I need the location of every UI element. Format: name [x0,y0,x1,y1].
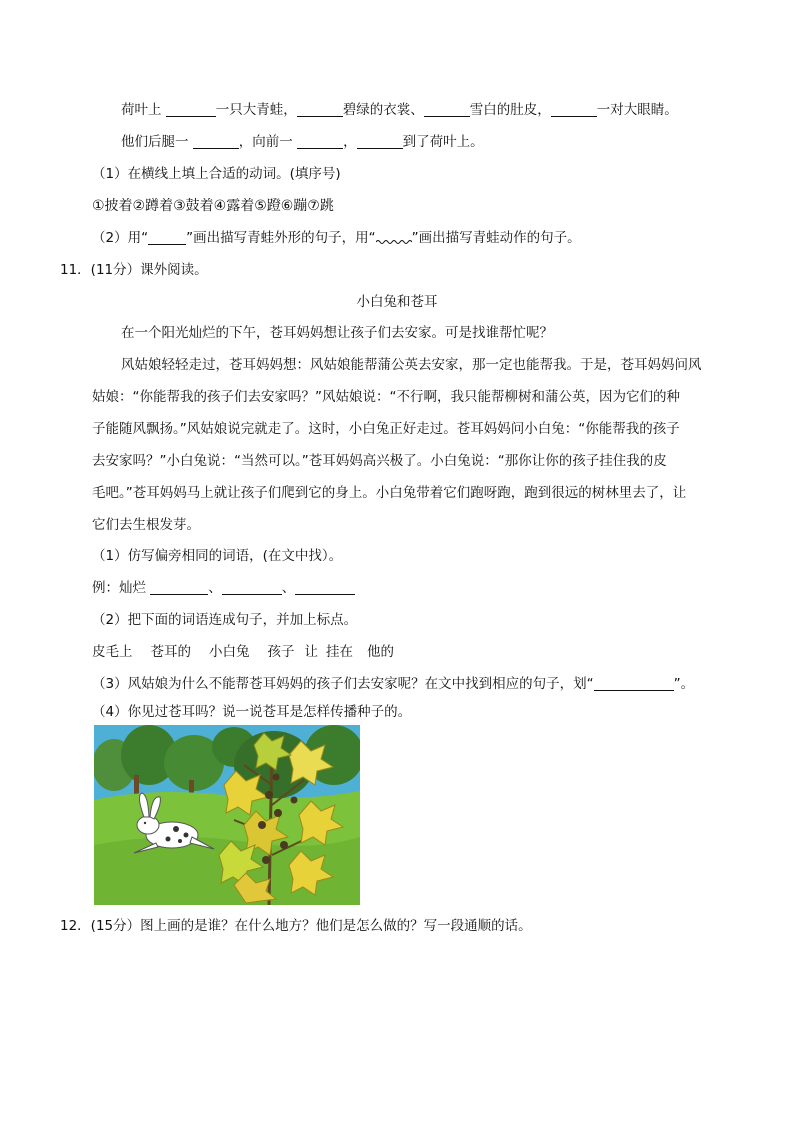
story-title: 小白兔和苍耳 [356,294,438,310]
q10-sub2 [92,228,581,248]
q11-sub3-text: ”。 [673,676,695,692]
underline-sample [594,676,674,691]
word: 小白兔 [209,644,250,660]
story-line: 毛吧。”苍耳妈妈马上就让孩子们爬到它的身上。小白兔带着它们跑呀跑，跑到很远的树林里去了，让 [92,485,687,501]
story-line: 风姑娘轻轻走过，苍耳妈妈想：风姑娘能帮蒲公英去安家，那一定也能帮我。于是，苍耳妈妈问风 [121,357,702,373]
poem-text: ， [343,134,357,150]
word: 苍耳的 [150,644,191,660]
poem-text: 一对大眼睛。 [596,102,678,118]
word: 他的 [367,644,394,660]
poem-text: 碧绿的衣裳、 [342,102,424,118]
story-line: 它们去生根发芽。 [92,517,200,533]
poem-text: 他们后腿一 [121,134,193,150]
story-paragraph-1: 在一个阳光灿烂的下午，苍耳妈妈想让孩子们去安家。可是找谁帮忙呢？ [121,325,553,341]
poem-text: 一只大青蛙， [215,102,297,118]
story-line: 去安家吗？”小白兔说：“当然可以。”苍耳妈妈高兴极了。小白兔说：“那你让你的孩子挂住我的皮 [92,453,667,469]
q11-sub3 [92,674,694,694]
story-line: 姑娘：“你能帮我的孩子们去安家吗？”风姑娘说：“不行啊，我只能帮柳树和蒲公英，因为它们的种 [92,389,680,405]
q11-sub1: （1）仿写偏旁相同的词语，(在文中找）。 [92,548,343,564]
answer-blank[interactable] [357,134,403,149]
q12-header: 12．(15分）图上画的是谁？在什么地方？他们是怎么做的？写一段通顺的话。 [60,918,532,934]
separator: 、 [208,580,222,596]
poem-text: 雪白的肚皮， [469,102,551,118]
answer-blank[interactable] [166,102,216,117]
answer-blank[interactable] [222,580,282,595]
poem-text: 荷叶上 [121,102,166,118]
q11-header: 11．(11分）课外阅读。 [60,262,208,278]
answer-blank[interactable] [297,102,343,117]
q10-sub2-text: （2）用“ [92,230,149,246]
q11-sub4: （4）你见过苍耳吗？说一说苍耳是怎样传播种子的。 [92,704,412,720]
answer-blank[interactable] [193,134,239,149]
example-label: 例：灿烂 [92,580,151,596]
wavy-underline-sample [376,231,412,245]
illustration-svg [94,725,360,905]
word: 孩子 [267,644,295,660]
separator: 、 [281,580,296,596]
word: 皮毛上 [92,644,133,660]
word: 让 [304,644,318,660]
straight-underline-sample [148,230,186,245]
poem-text: 到了荷叶上。 [402,134,484,150]
answer-blank[interactable] [551,102,597,117]
answer-blank[interactable] [424,102,470,117]
word: 挂在 [326,644,353,660]
q11-sub3-text: （3）风姑娘为什么不能帮苍耳妈妈的孩子们去安家呢？在文中找到相应的句子，划“ [92,676,594,692]
answer-blank[interactable] [150,580,208,595]
q10-sub1: （1）在横线上填上合适的动词。(填序号) [92,166,341,182]
q10-sub2-text: ”画出描写青蛙外形的句子，用“ [186,230,376,246]
story-line: 子能随风飘扬。”风姑娘说完就走了。这时，小白兔正好走过。苍耳妈妈问小白兔：“你能帮我的孩子 [92,421,680,437]
word-list [92,642,394,662]
answer-blank[interactable] [295,580,355,595]
q11-sub2: （2）把下面的词语连成句子，并加上标点。 [92,612,358,628]
answer-blank[interactable] [297,134,343,149]
q10-sub2-text: ”画出描写青蛙动作的句子。 [411,230,581,246]
poem-line-2 [121,132,484,152]
q10-options: ①披着②蹲着③鼓着④露着⑤蹬⑥蹦⑦跳 [92,198,334,214]
rabbit-cocklebur-illustration [94,725,360,905]
q11-example [92,578,355,598]
poem-text: ，向前一 [238,134,298,150]
poem-line-1 [121,100,678,120]
